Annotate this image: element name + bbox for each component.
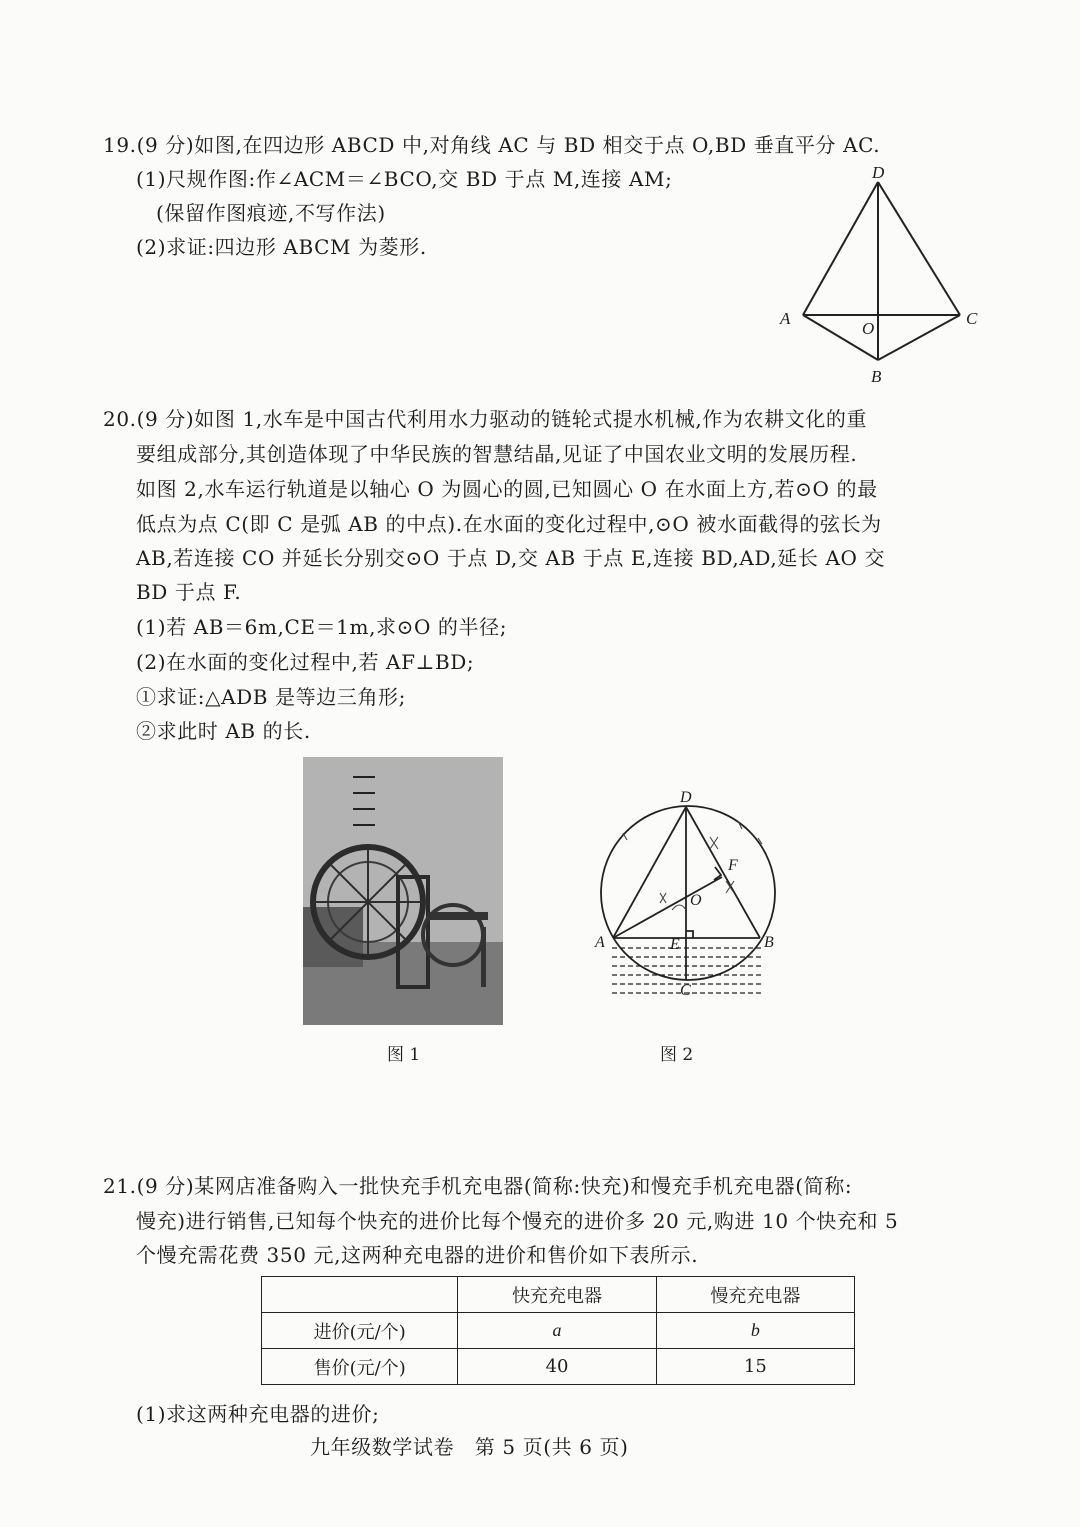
table-header-cell: 慢充充电器 <box>656 1277 854 1313</box>
label-D: D <box>872 163 885 182</box>
label-B: B <box>871 367 882 386</box>
table-cell: 进价(元/个) <box>262 1313 458 1349</box>
q20-circle-figure <box>590 785 790 1000</box>
fig2-label-O: O <box>690 892 702 909</box>
page-footer: 九年级数学试卷 第 5 页(共 6 页) <box>310 1435 629 1459</box>
q20-line-10: ②求此时 AB 的长. <box>136 719 311 743</box>
fig2-label-C: C <box>680 982 691 999</box>
q20-line-7: (1)若 AB＝6m,CE＝1m,求⊙O 的半径; <box>136 615 508 639</box>
fig1-caption: 图 1 <box>387 1045 421 1065</box>
fig2-label-F: F <box>728 857 738 874</box>
table-cell: 售价(元/个) <box>262 1349 458 1385</box>
fig2-caption: 图 2 <box>660 1045 694 1065</box>
label-O: O <box>862 319 875 338</box>
label-C: C <box>966 309 978 328</box>
q19-line-4: (2)求证:四边形 ABCM 为菱形. <box>136 235 427 259</box>
table-row <box>262 1313 855 1349</box>
q20-line-1: 20.(9 分)如图 1,水车是中国古代利用水力驱动的链轮式提水机械,作为农耕文化的重 <box>103 407 868 431</box>
q20-line-2: 要组成部分,其创造体现了中华民族的智慧结晶,见证了中国农业文明的发展历程. <box>136 442 858 466</box>
q21-sub-1: (1)求这两种充电器的进价; <box>136 1402 380 1426</box>
q19-line-3: (保留作图痕迹,不写作法) <box>156 201 386 225</box>
fig2-label-B: B <box>764 934 774 951</box>
q20-line-8: (2)在水面的变化过程中,若 AF⊥BD; <box>136 650 475 674</box>
waterwheel-photo <box>303 757 503 1025</box>
table-cell: 15 <box>656 1349 854 1385</box>
q20-line-3: 如图 2,水车运行轨道是以轴心 O 为圆心的圆,已知圆心 O 在水面上方,若⊙O 的最 <box>136 477 878 501</box>
q20-line-6: BD 于点 F. <box>136 580 242 604</box>
table-row <box>262 1349 855 1385</box>
q21-line-1: 21.(9 分)某网店准备购入一批快充手机充电器(简称:快充)和慢充手机充电器(简称: <box>103 1174 853 1198</box>
waterwheel-image <box>303 757 503 1025</box>
q19-line-1: 19.(9 分)如图,在四边形 ABCD 中,对角线 AC 与 BD 相交于点 O,BD 垂直平分 AC. <box>103 133 881 157</box>
fig2-label-E: E <box>670 936 680 953</box>
table-cell: b <box>656 1313 854 1349</box>
q21-line-2: 慢充)进行销售,已知每个快充的进价比每个慢充的进价多 20 元,购进 10 个快充和 5 <box>136 1209 899 1233</box>
q19-quadrilateral-figure <box>770 160 990 390</box>
q20-line-9: ①求证:△ADB 是等边三角形; <box>136 685 406 709</box>
label-A: A <box>780 309 791 328</box>
q19-line-2: (1)尺规作图:作∠ACM＝∠BCO,交 BD 于点 M,连接 AM; <box>136 167 673 191</box>
table-header-cell: 快充充电器 <box>458 1277 656 1313</box>
fig2-label-D: D <box>680 789 692 806</box>
price-table <box>261 1276 855 1385</box>
table-header-row <box>262 1277 855 1313</box>
q21-line-3: 个慢充需花费 350 元,这两种充电器的进价和售价如下表所示. <box>136 1243 699 1267</box>
q20-line-4: 低点为点 C(即 C 是弧 AB 的中点).在水面的变化过程中,⊙O 被水面截得的弦长为 <box>136 512 882 536</box>
q20-line-5: AB,若连接 CO 并延长分别交⊙O 于点 D,交 AB 于点 E,连接 BD,AD,延长 AO 交 <box>136 546 886 570</box>
table-cell: 40 <box>458 1349 656 1385</box>
table-cell: a <box>458 1313 656 1349</box>
table-header-cell <box>262 1277 458 1313</box>
fig2-label-A: A <box>595 934 605 951</box>
